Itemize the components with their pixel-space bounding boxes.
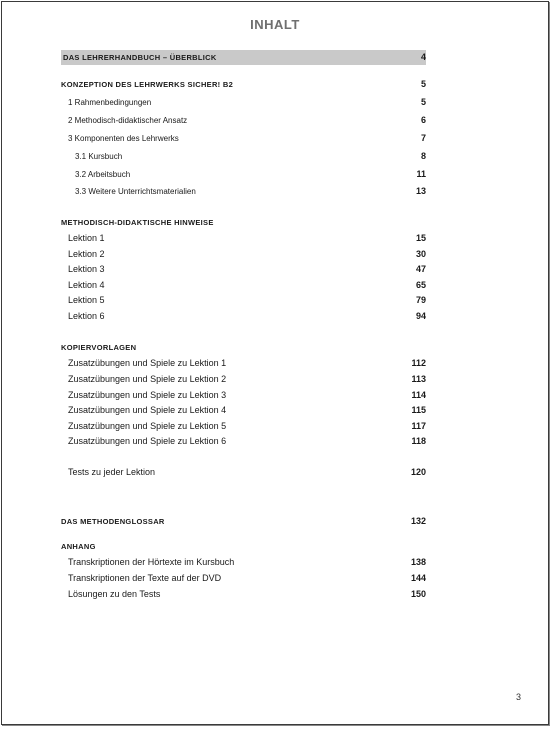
toc-section-label: DAS LEHRERHANDBUCH – ÜBERBLICK [63,53,217,62]
toc-entry[interactable] [61,231,426,246]
toc-page-number: 4 [420,52,426,62]
toc-entry[interactable] [61,372,426,387]
toc-page-number: 113 [411,374,426,384]
toc-entry[interactable] [61,587,426,602]
toc-entry[interactable] [61,571,426,586]
toc-page-number: 144 [410,573,426,583]
toc-page-number: 11 [416,169,426,179]
toc-entry-label: Lektion 2 [68,249,105,259]
toc-entry-tests[interactable] [61,465,426,480]
toc-page-number: 115 [411,405,426,415]
toc-section-anhang [61,539,426,554]
toc-section-konzeption[interactable] [61,77,426,92]
toc-section-label: KONZEPTION DES LEHRWERKS SICHER! B2 [61,80,234,89]
toc-page-number: 117 [411,421,426,431]
toc-entry-label: Lektion 3 [68,264,105,274]
toc-entry[interactable] [61,262,426,277]
toc-entry[interactable] [61,419,426,434]
toc-page-number: 8 [420,151,426,161]
toc-entry-label: Zusatzübungen und Spiele zu Lektion 5 [68,421,227,431]
toc-entry-label: 3.3 Weitere Unterrichtsmaterialien [75,187,196,196]
toc-entry-label: Zusatzübungen und Spiele zu Lektion 6 [68,436,227,446]
toc-entry-label: 3.1 Kursbuch [75,152,123,161]
toc-entry[interactable] [61,403,426,418]
toc-page-number: 15 [415,233,426,243]
toc-entry-label: 3 Komponenten des Lehrwerks [68,134,179,143]
toc-page-number: 114 [411,390,426,400]
toc-entry[interactable] [61,434,426,449]
toc-section-label: ANHANG [61,542,96,551]
toc-entry-label: Lektion 4 [68,280,105,290]
toc-page-number: 65 [415,280,426,290]
toc-page-number: 132 [410,516,426,526]
toc-entry-label: Transkriptionen der Hörtexte im Kursbuch [68,557,235,567]
toc-entry-label: Transkriptionen der Texte auf der DVD [68,573,222,583]
document-page [1,1,549,725]
toc-subentry[interactable] [61,167,426,182]
toc-section-hinweise [61,215,426,230]
toc-entry[interactable] [61,113,426,128]
toc-section-label: KOPIERVORLAGEN [61,343,137,352]
toc-entry-label: Tests zu jeder Lektion [68,467,156,477]
toc-section-label: METHODISCH-DIDAKTISCHE HINWEISE [61,218,214,227]
toc-subentry[interactable] [61,149,426,164]
toc-entry[interactable] [61,131,426,146]
toc-entry[interactable] [61,293,426,308]
toc-entry-label: Zusatzübungen und Spiele zu Lektion 1 [68,358,227,368]
toc-entry[interactable] [61,247,426,262]
toc-page-number: 5 [420,97,426,107]
toc-page-number: 118 [411,436,426,446]
toc-entry-label: Lektion 1 [68,233,105,243]
toc-entry-label: 2 Methodisch-didaktischer Ansatz [68,116,188,125]
toc-entry-label: Zusatzübungen und Spiele zu Lektion 3 [68,390,227,400]
toc-entry[interactable] [61,95,426,110]
toc-entry-label: Lektion 5 [68,295,105,305]
toc-entry-label: 1 Rahmenbedingungen [68,98,152,107]
toc-page-number: 6 [420,115,426,125]
toc-page-number: 5 [420,79,426,89]
toc-section-glossar[interactable] [61,514,426,529]
toc-section-kopiervorlagen [61,340,426,355]
toc-entry-label: Lektion 6 [68,311,105,321]
toc-entry[interactable] [61,356,426,371]
toc-page-number: 120 [410,467,426,477]
toc-page-number: 13 [415,186,426,196]
toc-entry[interactable] [61,278,426,293]
toc-page-number: 7 [420,133,426,143]
toc-page-number: 47 [415,264,426,274]
toc-page-number: 79 [415,295,426,305]
page-number: 3 [515,692,521,702]
toc-entry-label: Zusatzübungen und Spiele zu Lektion 2 [68,374,227,384]
toc-entry[interactable] [61,555,426,570]
toc-page-number: 138 [410,557,426,567]
toc-page-number: 150 [410,589,426,599]
toc-page-number: 94 [415,311,426,321]
toc-subentry[interactable] [61,184,426,199]
toc-entry-label: Lösungen zu den Tests [68,589,161,599]
toc-section-overview[interactable] [61,50,426,65]
toc-page-number: 112 [411,358,426,368]
toc-entry[interactable] [61,309,426,324]
page-title: INHALT [250,17,300,32]
toc-entry-label: 3.2 Arbeitsbuch [75,170,131,179]
toc-entry[interactable] [61,388,426,403]
toc-entry-label: Zusatzübungen und Spiele zu Lektion 4 [68,405,227,415]
toc-page-number: 30 [415,249,426,259]
toc-section-label: DAS METHODENGLOSSAR [61,517,165,526]
